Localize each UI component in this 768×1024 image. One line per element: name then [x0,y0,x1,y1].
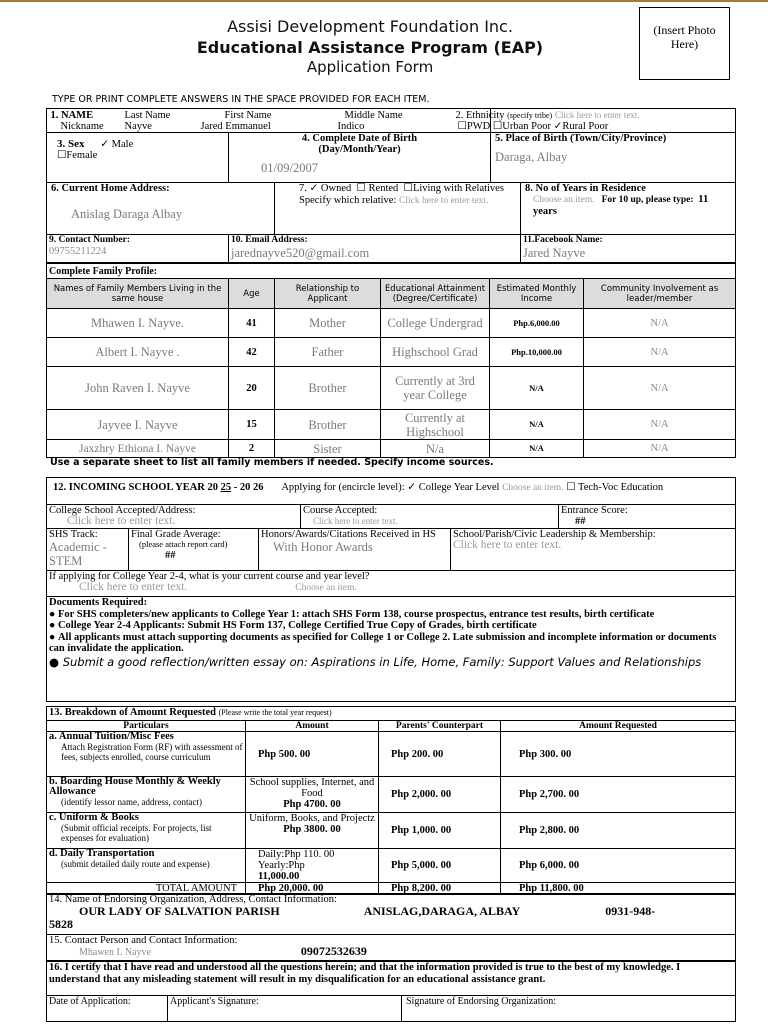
owned-checkbox[interactable]: 7. ✓ Owned [299,183,352,194]
amount-value[interactable]: Php 500. 00 [258,748,311,760]
family-education[interactable]: College Undergrad [381,309,490,338]
essay-requirement: ● Submit a good reflection/written essay on: Aspirations in Life, Home, Family: Support Values and Relationships [49,655,733,669]
family-relation[interactable]: Sister [275,440,381,458]
applicant-signature-label: Applicant's Signature: [170,996,259,1007]
particular-desc: (Submit official receipts. For projects, list expenses for evaluation) [61,823,212,843]
endorse-phone-cont: 5828 [49,917,73,931]
techvoc-checkbox[interactable]: ☐ Tech-Voc Education [566,482,664,493]
school-year-label: 12. INCOMING SCHOOL YEAR 20 [53,482,219,493]
family-income[interactable]: N/A [490,410,584,440]
leadership-input[interactable]: Click here to enter text. [453,539,562,551]
family-header: Estimated Monthly Income [490,279,584,309]
rented-checkbox[interactable]: ☐ Rented [356,183,399,194]
date-field[interactable] [47,996,168,1022]
document-item: ● All applicants must attach supporting documents as specified for College 1 or College 2. Late submission and incomplete information or documents can invalidate the application. [49,632,733,655]
date-label: Date of Application: [49,996,131,1007]
family-income[interactable]: N/A [490,440,584,458]
nickname-label: Nickname [60,120,104,132]
facebook-cell[interactable] [521,235,736,263]
honors-cell[interactable] [259,529,451,571]
contact-label: 9. Contact Number: [49,235,131,245]
grade-cell[interactable] [129,529,259,571]
breakdown-table [46,706,736,895]
particular-title: b. Boarding House Monthly & Weekly Allowance [49,776,221,797]
family-community[interactable]: N/A [584,309,736,338]
table-row [47,732,736,777]
contact-cell[interactable] [47,235,229,263]
school-year-to[interactable]: 26 [253,482,264,493]
leadership-label: School/Parish/Civic Leadership & Membership: [453,529,656,540]
first-name-value: Jared Emmanuel [200,120,271,132]
documents-cell [47,597,736,702]
grade-value[interactable]: ## [165,549,176,561]
year24-label: If applying for College Year 2-4, what is your current course and year level? [49,571,370,582]
amount-note: School supplies, Internet, and Food [249,777,375,799]
family-education[interactable]: Currently at 3rd year College [381,367,490,410]
endorse-table [46,893,736,961]
breakdown-hint: (Please write the total year request) [218,708,332,717]
family-table [46,263,736,458]
shs-value[interactable]: Academic - STEM [49,540,107,568]
ethnicity-hint: (specify tribe) [507,110,553,120]
table-row [47,777,736,813]
parents-value[interactable]: Php 1,000. 00 [379,813,501,849]
contact-value[interactable]: 09755211224 [49,246,107,257]
form-title: Application Form [306,58,434,76]
family-community[interactable]: N/A [584,440,736,458]
specify-relative-label: Specify which relative: [299,195,397,206]
pob-cell[interactable] [491,133,736,183]
family-age[interactable]: 20 [229,367,275,410]
entrance-label: Entrance Score: [561,505,628,516]
table-row [47,813,736,849]
top-rule [0,0,768,2]
dob-cell[interactable] [229,133,491,183]
table-row [47,440,736,458]
family-name[interactable]: Jaxzhry Ethiona I. Nayve [47,440,229,458]
contact-person-name[interactable]: Mhawen I. Nayve [79,947,151,958]
contact-person-phone[interactable]: 09072532639 [300,944,367,958]
family-header: Relationship to Applicant [275,279,381,309]
email-value[interactable]: jarednayve520@gmail.com [231,246,370,260]
male-checkbox[interactable]: ✓ Male [100,139,134,150]
certify-table [46,961,736,1022]
college-level-checkbox[interactable]: ✓ College Year Level [407,482,500,493]
family-name[interactable]: Jayvee I. Nayve [47,410,229,440]
program-title: Educational Assistance Program (EAP) [196,38,544,57]
family-note: Use a separate sheet to list all family members if needed. Specify income sources. [50,457,494,468]
org-name: Assisi Development Foundation Inc. [227,17,513,36]
relative-input[interactable]: Click here to enter text. [399,196,489,206]
contact-person-cell[interactable] [47,935,736,961]
middle-name-value: Indico [337,120,365,132]
dob-format: (Day/Month/Year) [318,144,401,155]
family-community[interactable]: N/A [584,338,736,367]
family-name[interactable]: Mhawen I. Nayve. [47,309,229,338]
table-row [47,338,736,367]
pob-value[interactable]: Daraga, Albay [495,150,568,164]
contact-person-label: 15. Contact Person and Contact Information: [49,935,238,946]
endorse-phone[interactable]: 0931-948- [605,904,656,918]
address-label: 6. Current Home Address: [51,183,170,194]
document-item: ● College Year 2-4 Applicants: Submit HS Form 137, College Certified True Copy of Grades, birth certificate [49,620,733,632]
table-row [47,309,736,338]
requested-value[interactable]: Php 6,000. 00 [501,849,736,883]
amount-note: Uniform, Books, and Projectz [249,813,375,824]
course-label: Course Accepted: [303,505,378,516]
family-header: Names of Family Members Living in the same house [47,279,229,309]
particular-desc: (submit detailed daily route and expense) [61,859,210,869]
family-relation[interactable]: Mother [275,309,381,338]
amount-value[interactable]: Php 3800. 00 [283,824,341,835]
breakdown-header: Particulars [47,721,246,732]
school-table [46,477,736,702]
name-label: 1. NAME [50,109,94,121]
breakdown-title: 13. Breakdown of Amount Requested [49,707,216,718]
breakdown-header: Parents' Counterpart [379,721,501,732]
email-cell[interactable] [229,235,521,263]
family-name[interactable]: John Raven I. Nayve [47,367,229,410]
year24-dropdown[interactable]: Choose an item. [295,583,357,593]
family-age[interactable]: 41 [229,309,275,338]
ethnicity-label: 2. Ethnicity [455,109,505,121]
amount-note: Daily:Php 110. 00 Yearly:Php [258,849,335,871]
family-income[interactable]: N/A [490,367,584,410]
family-education[interactable]: N/a [381,440,490,458]
year24-cell[interactable] [47,571,736,597]
living-with-checkbox[interactable]: ☐Living with Relatives [403,183,504,194]
endorse-label: 14. Name of Endorsing Organization, Address, Contact Information: [49,894,337,905]
years-value[interactable]: 11 years [533,194,709,217]
documents-title: Documents Required: [49,597,148,608]
family-community[interactable]: N/A [584,410,736,440]
school-year-cell[interactable] [47,478,736,505]
grade-note: (please attach report card) [139,539,228,549]
amount-value[interactable]: Php 4700. 00 [283,799,341,810]
org-signature-field[interactable] [402,996,736,1022]
requested-value[interactable]: Php 2,700. 00 [501,777,736,813]
particular-title: c. Uniform & Books [49,812,139,823]
email-label: 10. Email Address: [231,235,308,245]
particular-title: d. Daily Transportation [49,848,155,859]
particular-desc: Attach Registration Form (RF) with assessment of fees, subjects enrolled, course curriculum [61,742,243,762]
total-requested: Php 11,800. 00 [501,883,736,895]
sex-cell[interactable] [47,133,229,183]
residence-type-cell[interactable] [275,183,521,235]
year24-input[interactable]: Click here to enter text. [79,581,188,593]
years-cell[interactable] [521,183,736,235]
honors-value[interactable]: With Honor Awards [273,540,373,554]
facebook-label: 11.Facebook Name: [523,235,603,245]
ethnicity-input[interactable]: Click here to enter text. [554,109,640,120]
honors-label: Honors/Awards/Citations Received in HS [261,529,436,540]
school-year-sep: - 20 [233,482,251,493]
ethnicity-cell[interactable]: 2. Ethnicity (specify tribe) Click here to enter text. ☐PWD ☐Urban Poor ✓Rural Poor [491,109,736,133]
family-title: Complete Family Profile: [47,264,736,279]
photo-box[interactable]: (Insert Photo Here) [639,7,730,80]
rural-poor-checkbox[interactable]: ✓Rural Poor [553,120,609,132]
family-relation[interactable]: Brother [275,367,381,410]
entrance-cell[interactable] [559,505,736,529]
college-input[interactable]: Click here to enter text. [67,515,176,527]
table-row [47,367,736,410]
family-relation[interactable]: Brother [275,410,381,440]
total-parents: Php 8,200. 00 [379,883,501,895]
requested-value[interactable]: Php 2,800. 00 [501,813,736,849]
urban-poor-checkbox[interactable]: ☐Urban Poor [492,120,551,132]
certification-text: 16. I certify that I have read and understood all the questions herein; and that the information provided is true to the best of my knowledge. I understand that any misleading statement will result in my disqualification for an educational assistance grant. [47,962,736,996]
family-age[interactable]: 15 [229,410,275,440]
family-education[interactable]: Currently at Highschool [381,410,490,440]
last-name-label: Last Name [124,109,171,121]
years-dropdown[interactable]: Choose an item. [533,195,595,205]
years-note: For 10 up, please type: [601,195,694,205]
family-age[interactable]: 2 [229,440,275,458]
family-community[interactable]: N/A [584,367,736,410]
instructions: TYPE OR PRINT COMPLETE ANSWERS IN THE SPACE PROVIDED FOR EACH ITEM. [52,94,430,105]
name-cell[interactable] [47,109,491,133]
parents-value[interactable]: Php 5,000. 00 [379,849,501,883]
breakdown-header: Amount Requested [501,721,736,732]
facebook-value[interactable]: Jared Nayve [523,246,586,260]
address-value[interactable]: Anislag Daraga Albay [71,207,183,221]
particular-desc: (identify lessor name, address, contact) [61,797,202,807]
table-row [47,849,736,883]
table-row [47,410,736,440]
dob-value[interactable]: 01/09/2007 [261,161,318,175]
years-label: 8. No of Years in Residence [525,183,646,194]
org-signature-label: Signature of Endorsing Organization: [406,996,557,1007]
parents-value[interactable]: Php 200. 00 [379,732,501,777]
breakdown-header: Amount [246,721,379,732]
endorse-org[interactable]: OUR LADY OF SALVATION PARISH [79,904,280,918]
family-education[interactable]: Highschool Grad [381,338,490,367]
address-cell[interactable] [47,183,275,235]
course-input[interactable]: Click here to enter text. [313,516,398,526]
nickname-value: Nayve [124,120,152,132]
female-checkbox[interactable]: ☐Female [57,150,98,161]
college-label: College School Accepted/Address: [49,505,196,516]
family-income[interactable]: Php.10,000.00 [490,338,584,367]
family-age[interactable]: 42 [229,338,275,367]
shs-label: SHS Track: [49,529,98,540]
amount-value[interactable]: 11,000.00 [258,871,300,882]
sex-label: 3. Sex [57,138,85,150]
family-header: Educational Attainment (Degree/Certificate) [381,279,490,309]
document-item: ● For SHS completers/new applicants to College Year 1: attach SHS Form 138, course prospectus, entrance test results, birth certificate [49,609,733,621]
personal-info-table [46,108,736,263]
applying-label: Applying for (encircle level): [281,482,405,493]
family-name[interactable]: Albert I. Nayve . [47,338,229,367]
college-year-dropdown[interactable]: Choose an item. [502,483,564,493]
total-amount: Php 20,000. 00 [246,883,379,895]
college-cell[interactable] [47,505,301,529]
parents-value[interactable]: Php 2,000. 00 [379,777,501,813]
family-income[interactable]: Php.6,000.00 [490,309,584,338]
leadership-cell[interactable] [451,529,736,571]
middle-name-label: Middle Name [344,109,403,121]
pob-label: 5. Place of Birth (Town/City/Province) [495,133,667,144]
total-label: TOTAL AMOUNT [47,883,246,895]
dob-label: 4. Complete Date of Birth [301,133,418,144]
applicant-signature-field[interactable] [168,996,402,1022]
first-name-label: First Name [224,109,272,121]
entrance-value[interactable]: ## [575,516,586,527]
particular-title: a. Annual Tuition/Misc Fees [49,731,174,742]
family-header: Age [229,279,275,309]
requested-value[interactable]: Php 300. 00 [501,732,736,777]
grade-label: Final Grade Average: [131,529,221,540]
endorse-address[interactable]: ANISLAG,DARAGA, ALBAY [363,904,521,918]
school-year-from[interactable]: 25 [220,482,232,493]
shs-cell[interactable] [47,529,129,571]
family-header: Community Involvement as leader/member [584,279,736,309]
family-relation[interactable]: Father [275,338,381,367]
course-cell[interactable] [301,505,559,529]
endorse-cell[interactable] [47,894,736,935]
